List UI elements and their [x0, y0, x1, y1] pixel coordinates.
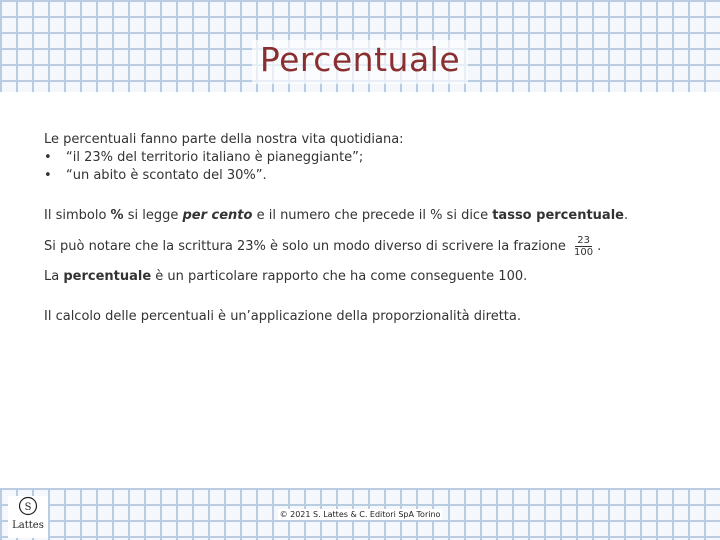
paragraph-symbol	[44, 207, 664, 225]
text-run: Il simbolo	[44, 208, 111, 223]
paragraph-percentuale	[44, 268, 664, 286]
fraction-denominator: 100	[574, 247, 594, 258]
text-run-bold-italic: per cento	[182, 208, 253, 223]
text-run: .	[623, 208, 629, 223]
fraction-numerator: 23	[577, 235, 590, 246]
fraction	[572, 235, 595, 258]
svg-text:S: S	[24, 502, 32, 513]
text-run: si legge	[123, 208, 183, 223]
text-run: è un particolare rapporto che ha come conseguente 100.	[151, 269, 528, 284]
bullet-dot: •	[44, 150, 52, 165]
bullet-item	[44, 167, 664, 185]
intro-text: Le percentuali fanno parte della nostra vita quotidiana:	[44, 132, 404, 147]
slide-body	[44, 131, 664, 326]
text-run: Si può notare che la scrittura 23% è solo un modo diverso di scrivere la frazione	[44, 239, 571, 254]
text-run: e il numero che precede il % si dice	[252, 208, 493, 223]
bullet-text: “un abito è scontato del 30%”.	[66, 168, 267, 183]
text-run: La	[44, 269, 64, 284]
copyright-text: © 2021 S. Lattes & C. Editori SpA Torino	[279, 510, 441, 519]
paragraph-fraction	[44, 235, 664, 258]
text-run-bold: percentuale	[63, 269, 152, 284]
logo-brand-text: Lattes	[12, 520, 44, 531]
bullet-dot: •	[44, 168, 52, 183]
bullet-item	[44, 149, 664, 167]
footer	[0, 510, 720, 519]
bullet-text: “il 23% del territorio italiano è pianeggiante”;	[66, 150, 364, 165]
text-run: .	[597, 239, 602, 254]
paragraph-calcolo: Il calcolo delle percentuali è un’applicazione della proporzionalità diretta.	[44, 309, 521, 324]
text-run-bold: %	[110, 208, 124, 223]
slide-title: Percentuale	[259, 40, 461, 79]
text-run-bold: tasso percentuale	[492, 208, 624, 223]
